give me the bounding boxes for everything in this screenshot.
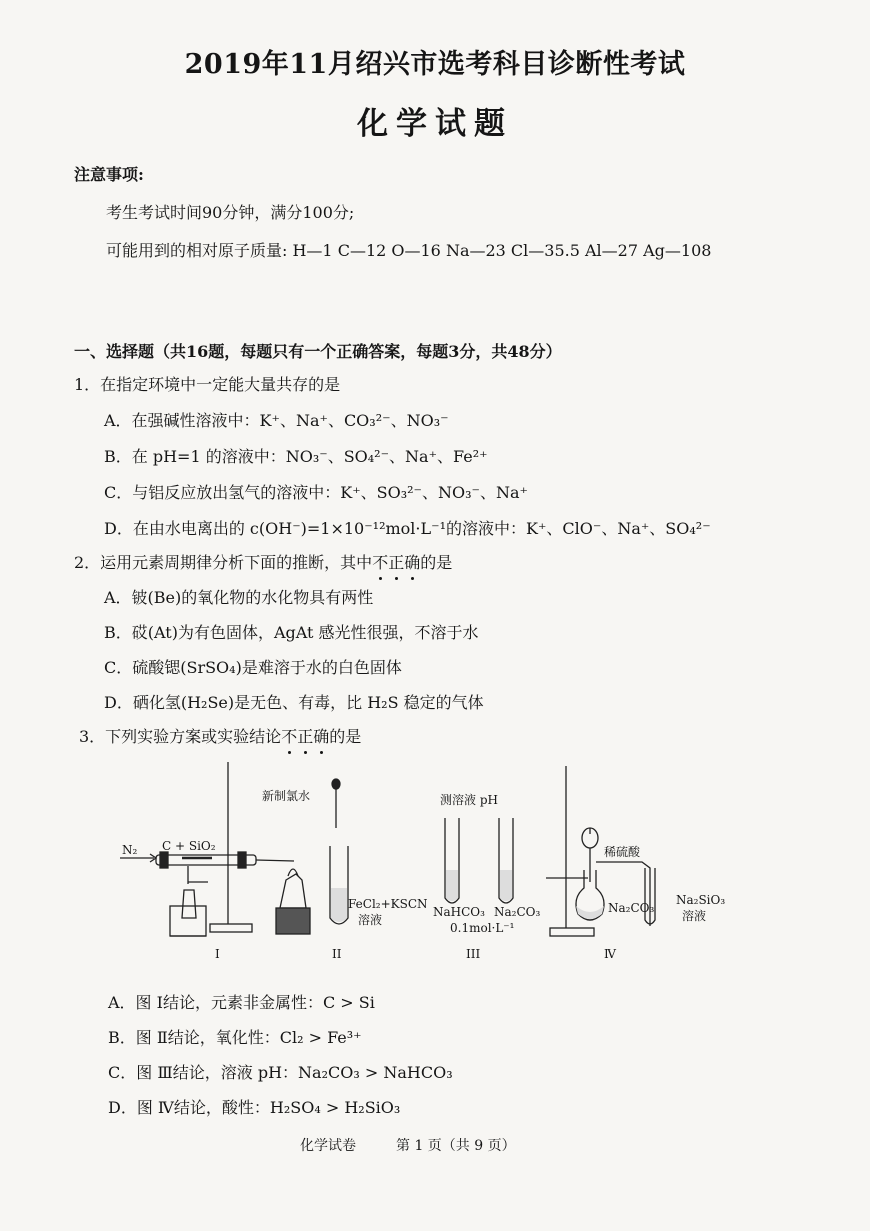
label-na2sio3: Na₂SiO₃: [676, 893, 726, 907]
label-solution-iv: 溶液: [682, 909, 707, 923]
q2-option-a: A．铍(Be)的氧化物的水化物具有两性: [104, 588, 374, 607]
figure-label-4: Ⅳ: [604, 947, 616, 961]
q2-stem-post: 的是: [420, 553, 453, 572]
q2-option-b: B．砹(At)为有色固体，AgAt 感光性很强，不溶于水: [104, 623, 479, 642]
figure-label-2: II: [332, 947, 342, 961]
label-c-sio2: C + SiO₂: [162, 839, 216, 853]
q2-emphasis-3: 确: [404, 550, 420, 573]
q3-option-a: A．图 Ⅰ结论，元素非金属性：C > Si: [108, 993, 375, 1012]
label-n2: N₂: [122, 843, 138, 857]
q3-stem-pre: 3．下列实验方案或实验结论: [79, 727, 282, 746]
q1-option-b: B．在 pH=1 的溶液中：NO₃⁻、SO₄²⁻、Na⁺、Fe²⁺: [104, 447, 488, 466]
q2-stem-pre: 2．运用元素周期律分析下面的推断，其中: [74, 553, 373, 572]
q3-option-b: B．图 Ⅱ结论，氧化性：Cl₂ > Fe³⁺: [108, 1028, 362, 1047]
q1-option-d: D．在由水电离出的 c(OH⁻)=1×10⁻¹²mol·L⁻¹的溶液中：K⁺、ClO⁻、Na⁺、SO₄²⁻: [104, 519, 711, 538]
label-nahco3: NaHCO₃: [433, 905, 485, 919]
q2-stem: [74, 550, 452, 573]
q3-stem: [79, 724, 361, 747]
subject-title: 化学试题: [357, 106, 513, 142]
label-fecl2-kscn: FeCl₂+KSCN: [348, 897, 428, 911]
label-solution-ii: 溶液: [358, 913, 383, 927]
q2-emphasis-2: 正: [388, 550, 404, 573]
q2-emphasis-1: 不: [372, 550, 388, 573]
label-measure-ph: 测溶液 pH: [440, 793, 498, 807]
label-chlorine-water: 新制氯水: [262, 789, 311, 803]
apparatus-3: [445, 818, 513, 903]
notice-atomic-masses: 可能用到的相对原子质量: H—1 C—12 O—16 Na—23 Cl—35.5 Al—27 Ag—108: [106, 241, 712, 260]
figure-label-1: I: [215, 947, 220, 961]
q3-option-d: D．图 Ⅳ结论，酸性：H₂SO₄ > H₂SiO₃: [108, 1098, 401, 1117]
label-dilute-h2so4: 稀硫酸: [604, 845, 641, 859]
q3-emphasis-3: 确: [313, 724, 329, 747]
experiment-diagram: [110, 758, 750, 968]
footer-subject: 化学试卷: [300, 1138, 356, 1154]
q3-option-c: C．图 Ⅲ结论，溶液 pH：Na₂CO₃ > NaHCO₃: [108, 1063, 453, 1082]
q3-stem-post: 的是: [329, 727, 362, 746]
q1-option-a: A．在强碱性溶液中：K⁺、Na⁺、CO₃²⁻、NO₃⁻: [104, 411, 449, 430]
apparatus-2: [330, 779, 348, 924]
label-na2co3: Na₂CO₃: [494, 905, 541, 919]
q2-option-d: D．硒化氢(H₂Se)是无色、有毒，比 H₂S 稳定的气体: [104, 693, 484, 712]
section-heading: 一、选择题（共16题，每题只有一个正确答案，每题3分，共48分）: [74, 342, 562, 361]
label-concentration: 0.1mol·L⁻¹: [450, 921, 515, 935]
notice-time: 考生考试时间90分钟，满分100分;: [106, 203, 355, 222]
label-na2co3-flask: Na₂CO₃: [608, 901, 655, 915]
exam-title: 2019年11月绍兴市选考科目诊断性考试: [184, 49, 686, 80]
q3-emphasis-1: 不: [281, 724, 297, 747]
q1-stem: 1．在指定环境中一定能大量共存的是: [74, 375, 341, 394]
figure-label-3: III: [466, 947, 481, 961]
footer-page-number: 第 1 页（共 9 页）: [396, 1138, 516, 1154]
q2-option-c: C．硫酸锶(SrSO₄)是难溶于水的白色固体: [104, 658, 402, 677]
notice-heading: 注意事项:: [74, 165, 144, 184]
q3-emphasis-2: 正: [297, 724, 313, 747]
q1-option-c: C．与铝反应放出氢气的溶液中：K⁺、SO₃²⁻、NO₃⁻、Na⁺: [104, 483, 528, 502]
